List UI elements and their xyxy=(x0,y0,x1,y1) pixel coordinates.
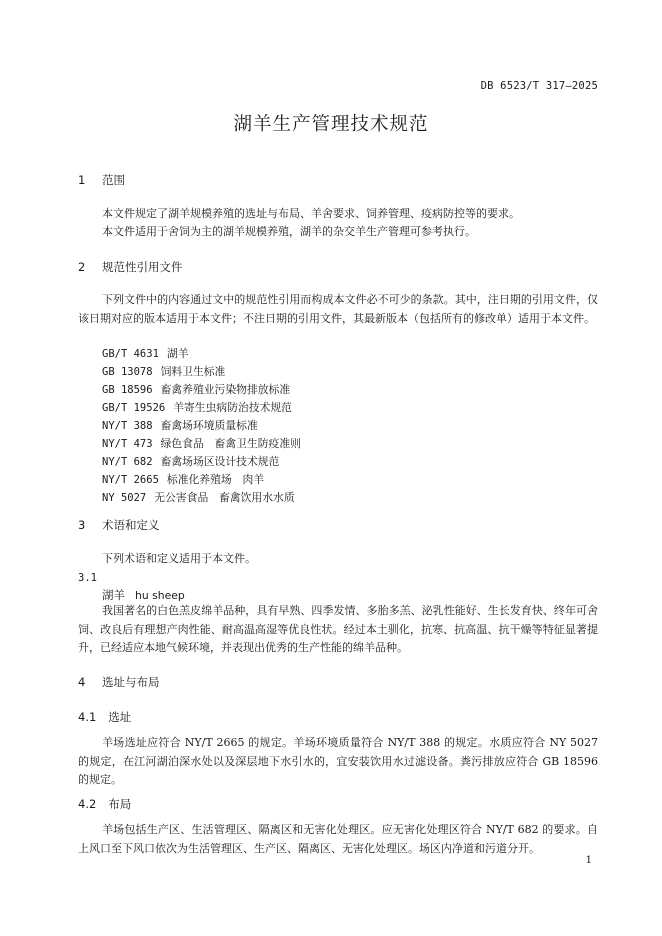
reference-code: NY/T 2665 xyxy=(102,474,159,486)
section-3-heading xyxy=(78,517,160,533)
subsection-title: 布局 xyxy=(108,797,132,811)
term-number: 3.1 xyxy=(78,572,97,584)
section-1-heading xyxy=(78,172,125,188)
section-number: 4 xyxy=(78,675,86,689)
section-title: 选址与布局 xyxy=(102,675,160,689)
reference-code: NY/T 473 xyxy=(102,438,153,450)
section-2-intro: 下列文件中的内容通过文中的规范性引用而构成本文件必不可少的条款。其中，注日期的引用文件，仅该日期对应的版本适用于本文件；不注日期的引用文件，其最新版本（包括所有的修改单）适用于本文件。 xyxy=(78,293,598,325)
reference-item xyxy=(102,418,258,433)
reference-name: 饲料卫生标准 xyxy=(160,365,226,378)
reference-code: GB 18596 xyxy=(102,384,153,396)
reference-name: 羊寄生虫病防治技术规范 xyxy=(173,401,292,414)
subsection-number: 4.2 xyxy=(78,797,97,811)
section-title: 术语和定义 xyxy=(102,518,160,532)
reference-code: NY/T 388 xyxy=(102,420,153,432)
section-4-heading xyxy=(78,674,160,690)
term-chinese: 湖羊 xyxy=(102,588,125,602)
section-title: 规范性引用文件 xyxy=(102,260,183,274)
section-4-2-heading xyxy=(78,796,131,812)
reference-item xyxy=(102,472,264,487)
reference-name: 畜禽场场区设计技术规范 xyxy=(160,455,280,468)
subsection-number: 4.1 xyxy=(78,710,97,724)
section-4-2-para: 羊场包括生产区、生活管理区、隔离区和无害化处理区。应无害化处理区符合 NY/T 682 的要求。自上风口至下风口依次为生活管理区、生产区、隔离区、无害化处理区。场区内净道和污道分开。 xyxy=(78,823,598,855)
reference-code: GB/T 19526 xyxy=(102,402,166,414)
reference-name: 标准化养殖场 肉羊 xyxy=(166,473,265,486)
section-number: 3 xyxy=(78,518,86,532)
document-title: 湖羊生产管理技术规范 xyxy=(233,114,429,135)
reference-code: GB 13078 xyxy=(102,366,153,378)
reference-item xyxy=(102,454,279,469)
reference-item xyxy=(102,346,189,361)
reference-item xyxy=(102,364,225,379)
standard-code: DB 6523/T 317—2025 xyxy=(480,80,598,92)
reference-name: 畜禽场环境质量标准 xyxy=(160,419,258,432)
section-3-intro: 下列术语和定义适用于本文件。 xyxy=(102,552,256,565)
section-1-para-2: 本文件适用于舍饲为主的湖羊规模养殖，湖羊的杂交羊生产管理可参考执行。 xyxy=(102,225,476,238)
section-number: 2 xyxy=(78,260,86,274)
term-definition: 我国著名的白色羔皮绵羊品种，具有早熟、四季发情、多胎多羔、泌乳性能好、生长发育快、终年可舍饲、改良后有理想产肉性能、耐高温高湿等优良性状。经过本土驯化，抗寒、抗高温、抗干燥等特征显著提升，已经适应本地气候环境，并表现出优秀的生产性能的绵羊品种。 xyxy=(78,604,598,654)
reference-name: 绿色食品 畜禽卫生防疫准则 xyxy=(160,437,301,450)
section-number: 1 xyxy=(78,173,86,187)
reference-name: 畜禽养殖业污染物排放标准 xyxy=(160,383,291,396)
reference-item xyxy=(102,400,292,415)
section-4-1-para: 羊场选址应符合 NY/T 2665 的规定。羊场环境质量符合 NY/T 388 的规定。水质应符合 NY 5027 的规定，在江河湖泊深水处以及深层地下水引水的，宜安装饮用水过滤设备。粪污排放应符合 GB 18596 的规定。 xyxy=(78,736,598,786)
reference-item xyxy=(102,436,301,451)
term-english: hu sheep xyxy=(135,589,185,602)
reference-code: NY 5027 xyxy=(102,492,147,504)
section-title: 范围 xyxy=(102,173,125,187)
term-heading xyxy=(102,587,185,603)
section-2-heading xyxy=(78,259,183,275)
subsection-title: 选址 xyxy=(108,710,132,724)
reference-code: NY/T 682 xyxy=(102,456,153,468)
reference-name: 无公害食品 畜禽饮用水水质 xyxy=(154,491,295,504)
reference-item xyxy=(102,382,290,397)
reference-code: GB/T 4631 xyxy=(102,348,159,360)
section-1-para-1: 本文件规定了湖羊规模养殖的选址与布局、羊舍要求、饲养管理、疫病防控等的要求。 xyxy=(102,207,520,220)
reference-item xyxy=(102,490,295,505)
section-4-1-heading xyxy=(78,709,131,725)
reference-name: 湖羊 xyxy=(166,347,189,360)
page-number: 1 xyxy=(585,855,592,866)
